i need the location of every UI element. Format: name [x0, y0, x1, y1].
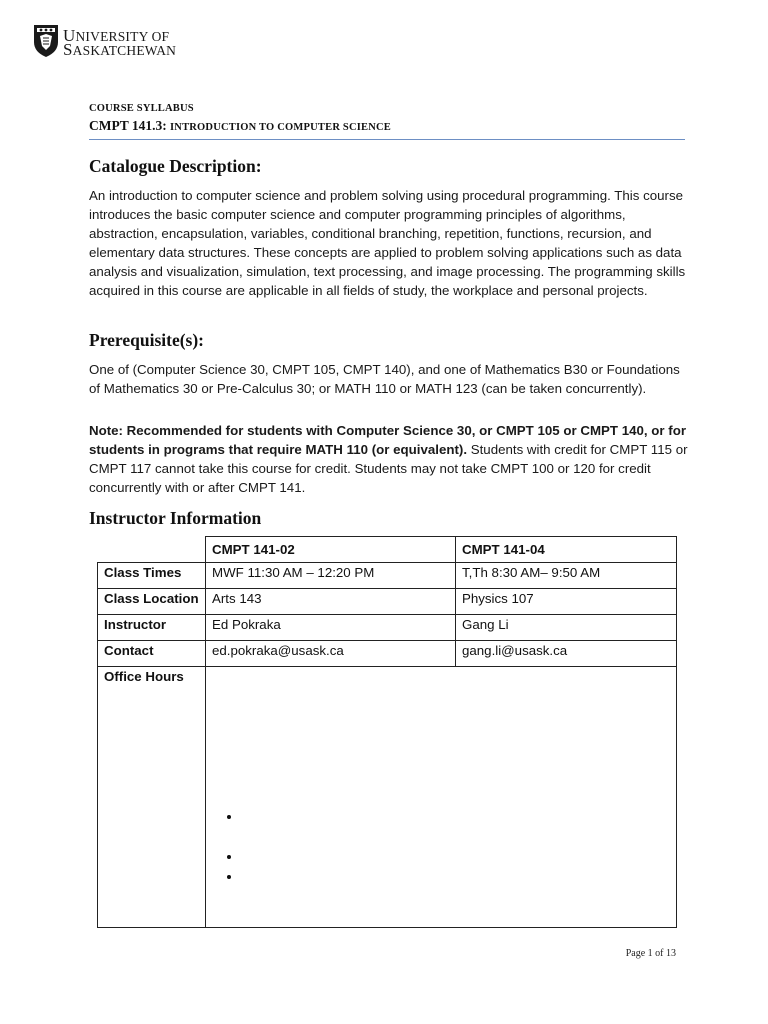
list-item: [242, 809, 670, 829]
list-item: [242, 849, 670, 869]
course-code: CMPT 141.3:: [89, 118, 167, 133]
office-hours-list: [212, 809, 670, 889]
course-title: INTRODUCTION TO COMPUTER SCIENCE: [170, 122, 392, 133]
office-hours-cell: [206, 667, 677, 928]
table-row: [98, 589, 677, 615]
class-times-02: MWF 11:30 AM – 12:20 PM: [206, 563, 456, 589]
crest-icon: [33, 24, 59, 58]
row-label-class-location: Class Location: [98, 589, 206, 615]
row-label-office-hours: Office Hours: [98, 667, 206, 928]
row-label-class-times: Class Times: [98, 563, 206, 589]
page-number: Page 1 of 13: [625, 948, 676, 959]
class-location-04: Physics 107: [456, 589, 677, 615]
university-wordmark: UNIVERSITY OF SASKATCHEWAN: [63, 26, 177, 59]
instructor-04: Gang Li: [456, 615, 677, 641]
course-title-line: [89, 117, 685, 136]
catalogue-description: An introduction to computer science and problem solving using procedural programming. This course introduces the basic computer science and computer programming principles of algorithms, abstraction, encapsulation, variables, conditional branching, repetition, functions, recursion, and elementary data structures. These concepts are applied to problem solving applications such as data analysis and visualization, simulation, text processing, and image processing. The programming skills acquired in this course are applicable in all fields of study, the workplace and personal projects.: [89, 188, 686, 298]
table-row: [98, 615, 677, 641]
course-syllabus-label: COURSE SYLLABUS: [89, 103, 194, 114]
row-label-instructor: Instructor: [98, 615, 206, 641]
prerequisite-note: [89, 421, 689, 497]
contact-02[interactable]: ed.pokraka@usask.ca: [206, 641, 456, 667]
table-header-row: [98, 537, 677, 563]
column-header-section-04: CMPT 141-04: [456, 537, 677, 563]
table-row: [98, 641, 677, 667]
prerequisite-heading: Prerequisite(s):: [89, 330, 205, 350]
table-row: [98, 563, 677, 589]
syllabus-header: [89, 100, 685, 140]
prerequisite-text: One of (Computer Science 30, CMPT 105, CMPT 140), and one of Mathematics B30 or Foundations of Mathematics 30 or Pre-Calculus 30; or MATH 110 or MATH 123 (can be taken concurrently).: [89, 362, 680, 396]
instructor-heading: Instructor Information: [89, 508, 262, 528]
list-item: [242, 869, 670, 889]
row-label-contact: Contact: [98, 641, 206, 667]
note-rest: Students with credit for CMPT 115 or CMPT 117 cannot take this course for credit. Students may not take CMPT 100 or 120 for credit concurrently with or after CMPT 141.: [89, 442, 688, 495]
catalogue-heading: Catalogue Description:: [89, 156, 262, 176]
table-corner: [98, 537, 206, 563]
class-times-04: T,Th 8:30 AM– 9:50 AM: [456, 563, 677, 589]
column-header-section-02: CMPT 141-02: [206, 537, 456, 563]
note-bold: Note: Recommended for students with Computer Science 30, or CMPT 105 or CMPT 140, or for students in programs that require MATH 110 (or equivalent).: [89, 423, 686, 457]
instructor-table: [97, 536, 677, 928]
table-row-office-hours: [98, 667, 677, 928]
contact-04[interactable]: gang.li@usask.ca: [456, 641, 677, 667]
class-location-02: Arts 143: [206, 589, 456, 615]
university-logo: [33, 24, 176, 58]
instructor-02: Ed Pokraka: [206, 615, 456, 641]
